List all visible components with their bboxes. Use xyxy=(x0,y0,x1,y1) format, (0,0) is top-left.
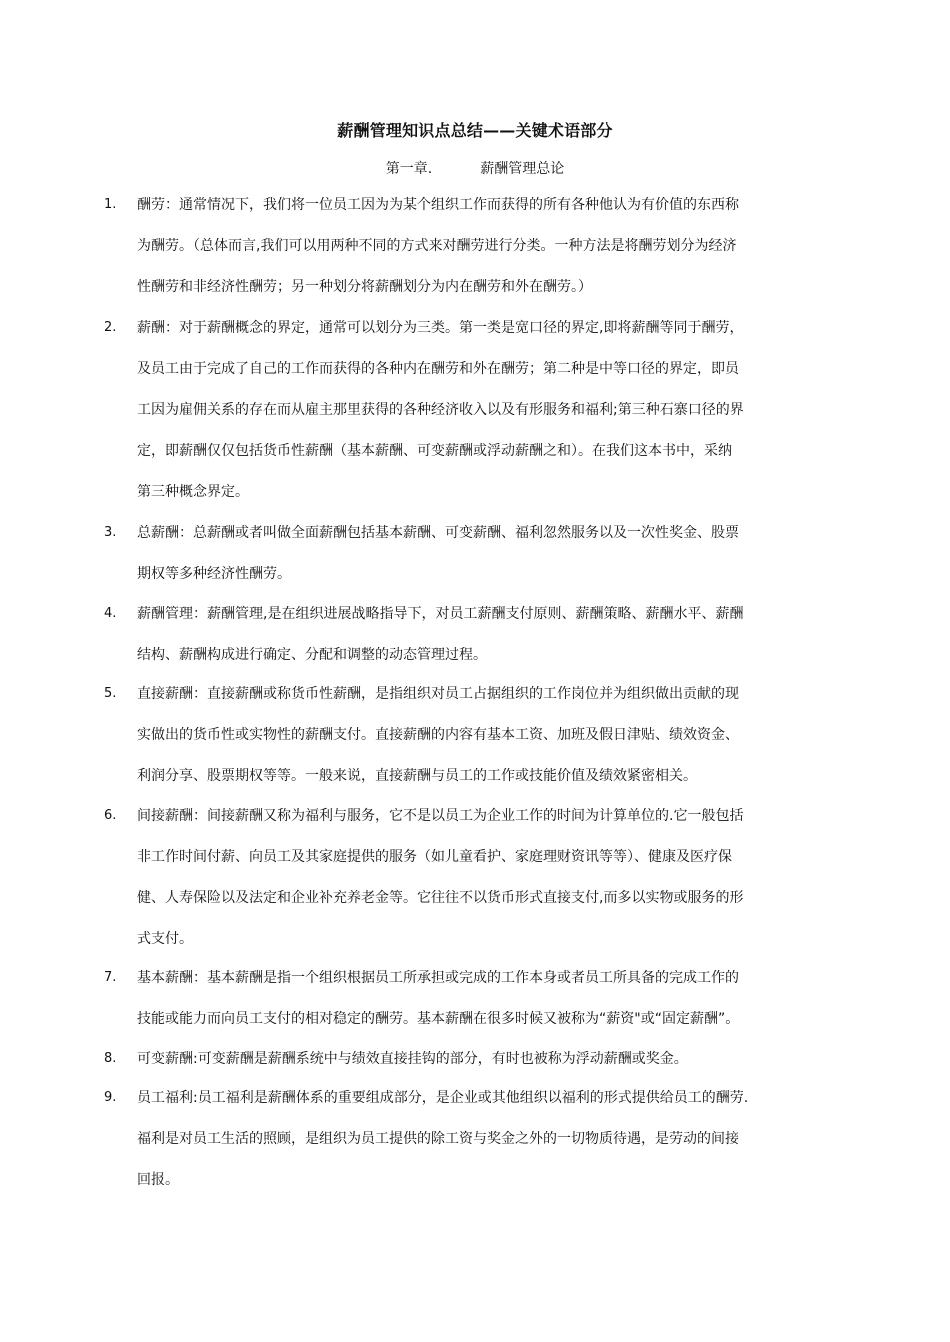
list-item-number: 5. xyxy=(104,686,117,701)
list-item-number: 4. xyxy=(104,606,117,621)
list-item-number: 1. xyxy=(104,197,117,212)
text-line: 福利是对员工生活的照顾，是组织为员工提供的除工资与奖金之外的一切物质待遇，是劳动的间接 xyxy=(137,1131,739,1147)
text-line: 为酬劳。（总体而言,我们可以用两种不同的方式来对酬劳进行分类。一种方法是将酬劳划分为经济 xyxy=(137,238,737,254)
text-line: 利润分享、股票期权等等。一般来说，直接薪酬与员工的工作或技能价值及绩效紧密相关。 xyxy=(137,768,697,784)
text-line: 可变薪酬:可变薪酬是薪酬系统中与绩效直接挂钩的部分，有时也被称为浮动薪酬或奖金。 xyxy=(137,1051,688,1067)
text-line: 工因为雇佣关系的存在而从雇主那里获得的各种经济收入以及有形服务和福利;第三种石寨口径的界 xyxy=(137,402,744,418)
document-title: 薪酬管理知识点总结——关键术语部分 xyxy=(337,121,613,140)
text-line: 技能或能力而向员工支付的相对稳定的酬劳。基本薪酬在很多时候又被称为“薪资"或“固定薪酬”。 xyxy=(137,1011,740,1027)
list-item-number: 2. xyxy=(104,320,117,335)
text-line: 结构、薪酬构成进行确定、分配和调整的动态管理过程。 xyxy=(137,647,487,663)
text-line: 期权等多种经济性酬劳。 xyxy=(137,566,291,582)
text-line: 间接薪酬：间接薪酬又称为福利与服务，它不是以员工为企业工作的时间为计算单位的.它一般包括 xyxy=(137,808,744,824)
list-item-number: 7. xyxy=(104,970,117,985)
text-line: 定，即薪酬仅仅包括货币性薪酬（基本薪酬、可变薪酬或浮动薪酬之和）。在我们这本书中，采纳 xyxy=(137,443,732,459)
list-item-number: 3. xyxy=(104,525,117,540)
text-line: 及员工由于完成了自己的工作而获得的各种内在酬劳和外在酬劳；第二种是中等口径的界定，即员 xyxy=(137,361,739,377)
list-item-text xyxy=(137,682,849,788)
list-item-text xyxy=(137,1047,849,1071)
text-line: 实做出的货币性或实物性的薪酬支付。直接薪酬的内容有基本工资、加班及假日津贴、绩效资金、 xyxy=(137,727,739,743)
text-line: 基本薪酬：基本薪酬是指一个组织根据员工所承担或完成的工作本身或者员工所具备的完成工作的 xyxy=(137,970,739,986)
list-item-number: 8. xyxy=(104,1051,117,1066)
text-line: 薪酬管理：薪酬管理,是在组织进展战略指导下，对员工薪酬支付原则、薪酬策略、薪酬水平、薪酬 xyxy=(137,606,744,622)
text-line: 式支付。 xyxy=(137,931,193,947)
text-line: 酬劳：通常情况下，我们将一位员工因为为某个组织工作而获得的所有各种他认为有价值的东西称 xyxy=(137,197,739,213)
list-item-text xyxy=(137,602,849,667)
list-item-number: 9. xyxy=(104,1090,117,1105)
text-line: 薪酬：对于薪酬概念的界定，通常可以划分为三类。第一类是宽口径的界定,即将薪酬等同于酬劳， xyxy=(137,320,744,336)
text-line: 第三种概念界定。 xyxy=(137,484,249,500)
list-item-text xyxy=(137,521,849,586)
text-line: 性酬劳和非经济性酬劳；另一种划分将薪酬划分为内在酬劳和外在酬劳。） xyxy=(137,279,592,295)
text-line: 员工福利:员工福利是薪酬体系的重要组成部分，是企业或其他组织以福利的形式提供给员工的酬劳. xyxy=(137,1090,749,1106)
text-line: 总薪酬：总薪酬或者叫做全面薪酬包括基本薪酬、可变薪酬、福利忽然服务以及一次性奖金、股票 xyxy=(137,525,739,541)
text-line: 回报。 xyxy=(137,1172,179,1188)
list-item-text xyxy=(137,316,849,504)
list-item-text xyxy=(137,966,849,1031)
list-item-number: 6. xyxy=(104,808,117,823)
list-item-text xyxy=(137,193,849,299)
chapter-heading xyxy=(0,157,950,181)
chapter-name: 薪酬管理总论 xyxy=(480,161,565,177)
text-line: 直接薪酬：直接薪酬或称货币性薪酬，是指组织对员工占据组织的工作岗位并为组织做出贡献的现 xyxy=(137,686,739,702)
chapter-label: 第一章. xyxy=(385,161,433,177)
list-item-text xyxy=(137,1086,849,1192)
text-line: 非工作时间付薪、向员工及其家庭提供的服务（如儿童看护、家庭理财资讯等等）、健康及医疗保 xyxy=(137,849,732,865)
list-item-text xyxy=(137,804,849,951)
text-line: 健、人寿保险以及法定和企业补充养老金等。它往往不以货币形式直接支付,而多以实物或服务的形 xyxy=(137,890,744,906)
